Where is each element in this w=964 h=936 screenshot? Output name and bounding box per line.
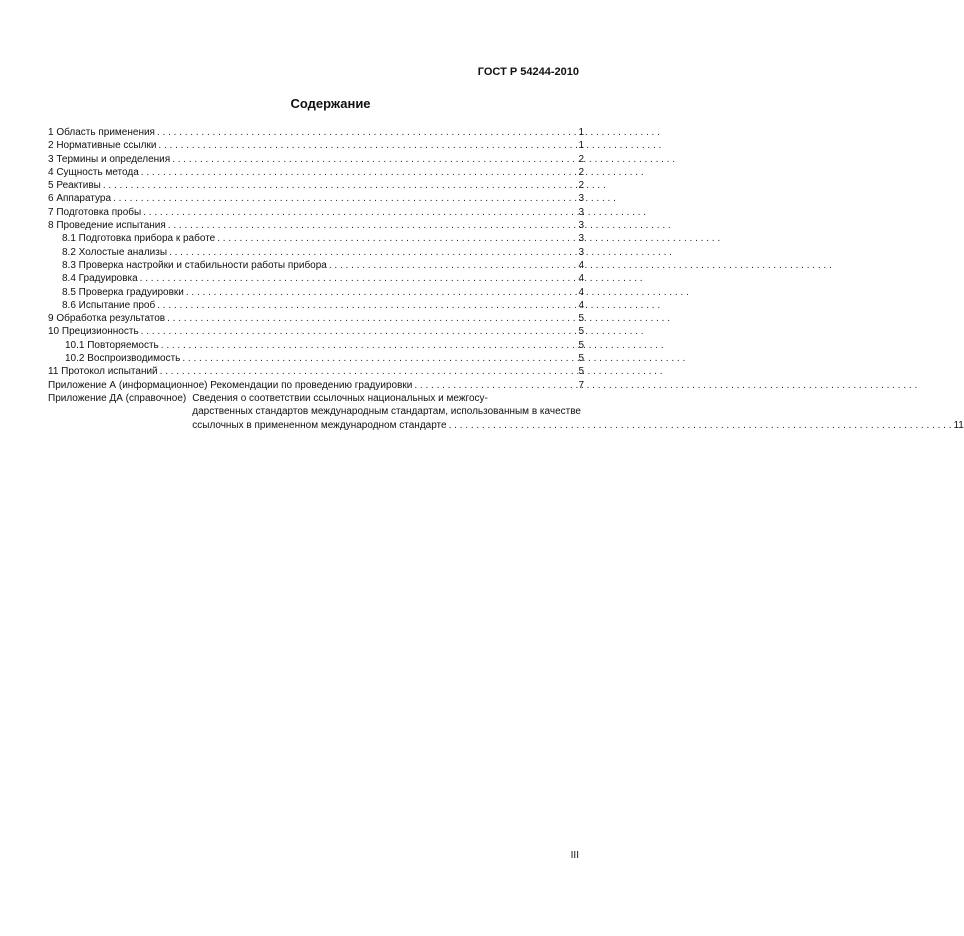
toc-entry-page: 3 <box>578 206 584 218</box>
toc-entry-page: 1 <box>578 127 584 138</box>
toc-entry[interactable] <box>48 139 584 152</box>
toc-entry-label: 8.4 Градуировка <box>62 273 138 285</box>
toc-leader-dots <box>167 312 576 325</box>
appendix-title-line-2: дарственных стандартов международным стандартам, использованным в качестве <box>192 406 581 418</box>
toc-entry-page: 11 <box>953 419 964 431</box>
toc-leader-dots <box>414 379 576 392</box>
toc-leader-dots <box>182 352 576 365</box>
toc-entry[interactable] <box>48 365 584 378</box>
toc-entry-page: 4 <box>578 273 584 285</box>
toc-entry[interactable] <box>48 166 584 179</box>
toc-entry-page: 5 <box>578 313 584 325</box>
toc-leader-dots <box>103 179 577 192</box>
toc-entry-appendix-da[interactable] <box>48 392 964 432</box>
toc-leader-dots <box>158 139 576 152</box>
toc-entry[interactable] <box>48 219 584 232</box>
toc-leader-dots <box>172 153 576 166</box>
toc-entry[interactable] <box>48 325 584 338</box>
toc-entry-label: 1 Область применения <box>48 127 155 138</box>
toc-entry[interactable] <box>48 299 584 312</box>
toc-entry-page: 7 <box>578 379 584 391</box>
toc-leader-dots <box>160 365 577 378</box>
toc-entry[interactable] <box>48 126 584 139</box>
toc-entry-label: 8.3 Проверка настройки и стабильности работы прибора <box>62 259 327 271</box>
toc-entry-label: 10.1 Повторяемость <box>65 339 159 351</box>
toc-entry-page: 2 <box>578 180 584 192</box>
toc-leader-dots <box>141 166 577 179</box>
toc-title: Содержание <box>290 96 371 111</box>
toc-entry-label: 4 Сущность метода <box>48 166 139 178</box>
toc-leader-dots <box>141 325 577 338</box>
toc-entry[interactable] <box>48 232 584 245</box>
toc-entry[interactable] <box>48 272 584 285</box>
toc-entry-page: 2 <box>578 166 584 178</box>
toc-entry[interactable] <box>48 259 584 272</box>
toc-entry-label: 2 Нормативные ссылки <box>48 140 157 152</box>
table-of-contents <box>48 126 964 432</box>
toc-leader-dots <box>186 286 577 299</box>
toc-entry-page: 3 <box>578 220 584 232</box>
toc-entry[interactable] <box>48 312 584 325</box>
toc-leader-dots <box>140 272 577 285</box>
toc-entry-page: 5 <box>578 339 584 351</box>
toc-entry-page: 2 <box>578 153 584 165</box>
toc-entry[interactable] <box>48 153 584 166</box>
toc-entry-label: 8.5 Проверка градуировки <box>62 286 184 298</box>
toc-leader-dots <box>113 192 576 205</box>
toc-entry-label: 8.1 Подготовка прибора к работе <box>62 233 216 245</box>
toc-entry-label: 8.2 Холостые анализы <box>62 246 168 258</box>
page-number: III <box>570 850 579 861</box>
toc-leader-dots <box>157 299 576 312</box>
toc-entry-page: 3 <box>578 193 584 205</box>
toc-entry[interactable] <box>48 246 584 259</box>
toc-leader-dots <box>169 246 576 259</box>
toc-entry[interactable] <box>48 206 584 219</box>
toc-entry-label: 11 Протокол испытаний <box>48 366 158 378</box>
toc-entry-label: Приложение А (информационное) Рекомендации по проведению градуировки <box>48 379 413 391</box>
toc-entry[interactable] <box>48 179 584 192</box>
toc-entry-page: 3 <box>578 246 584 258</box>
toc-entry-appendix-a[interactable] <box>48 379 584 392</box>
toc-entry-page: 4 <box>578 299 584 311</box>
toc-entry-page: 5 <box>578 366 584 378</box>
toc-entry-label: 8.6 Испытание проб <box>62 299 156 311</box>
toc-entry-page: 4 <box>578 286 584 298</box>
toc-entry[interactable] <box>48 286 584 299</box>
appendix-title-line-1: Сведения о соответствии ссылочных национальных и межгосу- <box>192 392 488 404</box>
toc-leader-dots <box>329 259 577 272</box>
toc-entry-label: 8 Проведение испытания <box>48 220 166 232</box>
toc-entry-page: 5 <box>578 353 584 365</box>
toc-entry-page: 1 <box>578 140 584 152</box>
toc-leader-dots <box>161 339 577 352</box>
toc-leader-dots <box>217 232 576 245</box>
appendix-title-line-3: ссылочных в примененном международном стандарте <box>192 419 447 431</box>
toc-entry-label: 7 Подготовка пробы <box>48 206 142 218</box>
toc-leader-dots <box>449 419 952 432</box>
toc-entry-label: 10.2 Воспроизводимость <box>65 353 181 365</box>
toc-entry-page: 3 <box>578 233 584 245</box>
toc-entry-label: 9 Обработка результатов <box>48 313 166 325</box>
document-code: ГОСТ Р 54244-2010 <box>477 66 579 78</box>
toc-entry-label: 10 Прецизионность <box>48 326 139 338</box>
toc-entry-label: 3 Термины и определения <box>48 153 171 165</box>
toc-entry-label: 5 Реактивы <box>48 180 101 192</box>
toc-leader-dots <box>143 206 576 219</box>
appendix-prefix: Приложение ДА (справочное) <box>48 392 187 404</box>
toc-entry[interactable] <box>48 352 584 365</box>
toc-leader-dots <box>157 126 576 139</box>
toc-entry-label: 6 Аппаратура <box>48 193 112 205</box>
toc-entry[interactable] <box>48 192 584 205</box>
toc-entry[interactable] <box>48 339 584 352</box>
toc-leader-dots <box>168 219 577 232</box>
toc-entry-page: 5 <box>578 326 584 338</box>
toc-entry-page: 4 <box>578 259 584 271</box>
